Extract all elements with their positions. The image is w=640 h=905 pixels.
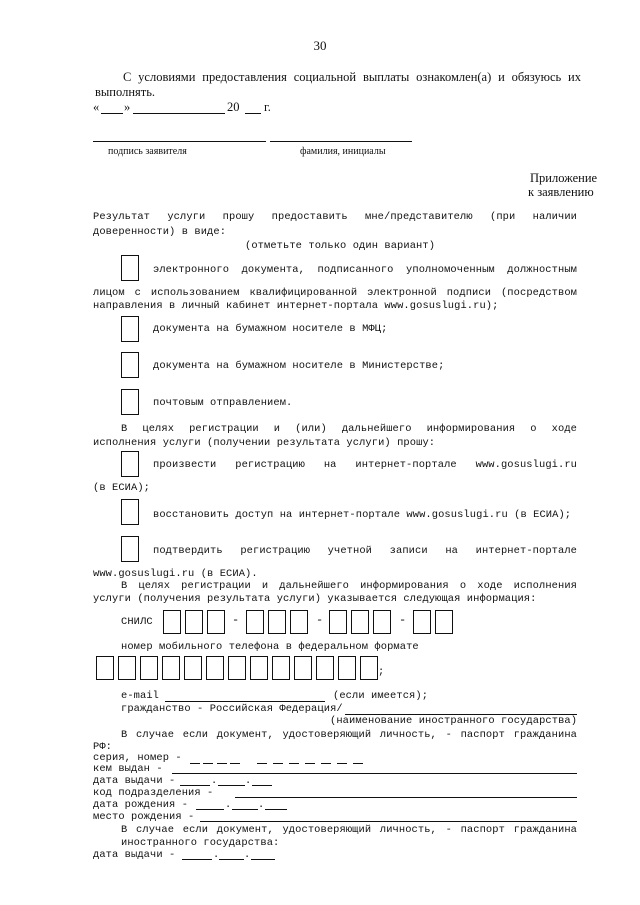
result-intro: Результат услуги прошу предоставить мне/представителю (при наличии	[93, 211, 577, 223]
date-dot: .	[258, 799, 265, 811]
issued-by-input-line[interactable]	[172, 773, 577, 774]
citizenship-label: гражданство - Российская Федерация/	[121, 703, 343, 715]
snils-digit-cell[interactable]	[163, 610, 181, 634]
date-year-suffix: г.	[264, 100, 271, 114]
date-year-line	[245, 113, 261, 114]
checkbox-restore-access[interactable]	[121, 499, 139, 525]
date-day-line	[101, 113, 123, 114]
checkbox-electronic-document[interactable]	[121, 255, 139, 281]
snils-digit-cell[interactable]	[185, 610, 203, 634]
date-quote-close: »	[124, 100, 131, 114]
birth-place-label: место рождения -	[93, 811, 195, 823]
issue-date-label: дата выдачи -	[93, 775, 176, 787]
birth-month-line[interactable]	[232, 809, 258, 810]
snils-digit-cell[interactable]	[435, 610, 453, 634]
foreign-passport-intro: В случае если документ, удостоверяющий личность, - паспорт гражданина	[121, 824, 577, 836]
email-suffix: (если имеется);	[333, 690, 429, 702]
registration-intro-end: исполнения услуги (получении результата услуги) прошу:	[93, 437, 436, 449]
option-restore-access: восстановить доступ на интернет-портале www.gosuslugi.ru (в ЕСИА);	[153, 509, 572, 521]
foreign-issue-date-label: дата выдачи -	[93, 849, 176, 861]
option-register: произвести регистрацию на интернет-портале www.gosuslugi.ru	[153, 459, 577, 471]
option-paper-mfc: документа на бумажном носителе в МФЦ;	[153, 323, 388, 335]
option-confirm-registration-end: www.gosuslugi.ru (в ЕСИА).	[93, 568, 258, 580]
subdivision-code-input-line[interactable]	[235, 797, 577, 798]
phone-digit-cell[interactable]	[272, 656, 290, 680]
series-digit-line[interactable]	[203, 763, 213, 764]
snils-digit-cell[interactable]	[373, 610, 391, 634]
snils-digit-cell[interactable]	[351, 610, 369, 634]
snils-separator: -	[399, 613, 407, 627]
checkbox-paper-ministry[interactable]	[121, 352, 139, 378]
option-postal: почтовым отправлением.	[153, 397, 293, 409]
signature-label: подпись заявителя	[108, 146, 187, 157]
number-digit-line[interactable]	[321, 763, 331, 764]
phone-digit-cell[interactable]	[250, 656, 268, 680]
foreign-passport-intro-end: иностранного государства:	[121, 837, 280, 849]
snils-digit-cell[interactable]	[268, 610, 286, 634]
phone-digit-cell[interactable]	[96, 656, 114, 680]
checkbox-register[interactable]	[121, 451, 139, 477]
foreign-issue-day-line[interactable]	[182, 859, 212, 860]
date-dot: .	[244, 849, 251, 861]
appendix-subtitle: к заявлению	[528, 185, 594, 199]
option-electronic-document-end: направления в личный кабинет интернет-портала www.gosuslugi.ru);	[93, 300, 499, 312]
appendix-title: Приложение	[530, 171, 598, 185]
issue-year-line[interactable]	[252, 785, 272, 786]
option-electronic-document-cont: лицом с использованием квалифицированной электронной подписи (посредством	[93, 287, 577, 299]
rf-passport-intro-end: РФ:	[93, 741, 113, 753]
number-digit-line[interactable]	[353, 763, 363, 764]
foreign-issue-year-line[interactable]	[251, 859, 275, 860]
phone-digit-cell[interactable]	[294, 656, 312, 680]
phone-label: номер мобильного телефона в федеральном формате	[121, 641, 419, 653]
phone-digit-cell[interactable]	[316, 656, 334, 680]
issued-by-label: кем выдан -	[93, 763, 163, 775]
snils-digit-cell[interactable]	[207, 610, 225, 634]
checkbox-paper-mfc[interactable]	[121, 316, 139, 342]
registration-intro: В целях регистрации и (или) дальнейшего информирования о ходе	[121, 423, 577, 435]
number-digit-line[interactable]	[289, 763, 299, 764]
number-digit-line[interactable]	[305, 763, 315, 764]
signature-line	[93, 141, 266, 142]
series-digit-line[interactable]	[230, 763, 240, 764]
phone-digit-cell[interactable]	[228, 656, 246, 680]
snils-digit-cell[interactable]	[413, 610, 431, 634]
snils-digit-cell[interactable]	[329, 610, 347, 634]
date-dot: .	[225, 799, 232, 811]
result-hint: (отметьте только один вариант)	[245, 240, 436, 252]
snils-digit-cell[interactable]	[246, 610, 264, 634]
subdivision-code-label: код подразделения -	[93, 787, 214, 799]
series-number-label: серия, номер -	[93, 752, 182, 764]
phone-digit-cell[interactable]	[184, 656, 202, 680]
series-digit-line[interactable]	[217, 763, 227, 764]
option-paper-ministry: документа на бумажном носителе в Министерстве;	[153, 360, 445, 372]
result-intro-end: доверенности) в виде:	[93, 226, 227, 238]
series-digit-line[interactable]	[190, 763, 200, 764]
email-input-line[interactable]	[165, 701, 325, 702]
checkbox-postal[interactable]	[121, 389, 139, 415]
email-label: e-mail	[121, 690, 160, 702]
option-electronic-document: электронного документа, подписанного уполномоченным должностным	[153, 264, 577, 276]
info-intro: В целях регистрации и дальнейшего информирования о ходе исполнения	[121, 580, 577, 592]
consent-statement: С условиями предоставления социальной выплаты ознакомлен(а) и обязуюсь их	[123, 70, 581, 84]
date-quote-open: «	[93, 100, 100, 114]
date-dot: .	[211, 775, 218, 787]
phone-digit-cell[interactable]	[206, 656, 224, 680]
foreign-issue-month-line[interactable]	[219, 859, 244, 860]
option-register-end: (в ЕСИА);	[93, 482, 151, 494]
phone-digit-cell[interactable]	[162, 656, 180, 680]
checkbox-confirm-registration[interactable]	[121, 536, 139, 562]
number-digit-line[interactable]	[337, 763, 347, 764]
number-digit-line[interactable]	[273, 763, 283, 764]
phone-digit-cell[interactable]	[338, 656, 356, 680]
date-dot: .	[213, 849, 220, 861]
issue-month-line[interactable]	[218, 785, 245, 786]
issue-day-line[interactable]	[180, 785, 210, 786]
name-label: фамилия, инициалы	[300, 146, 386, 157]
date-year-prefix: 20	[227, 100, 240, 114]
snils-label: СНИЛС	[121, 616, 153, 628]
consent-statement-end: выполнять.	[95, 85, 156, 99]
number-digit-line[interactable]	[257, 763, 267, 764]
option-confirm-registration: подтвердить регистрацию учетной записи на интернет-портале	[153, 545, 577, 557]
snils-separator: -	[232, 613, 240, 627]
date-dot: .	[245, 775, 252, 787]
phone-digit-cell[interactable]	[360, 656, 378, 680]
birth-day-line[interactable]	[196, 809, 224, 810]
info-intro-end: услуги (получения результата услуги) указывается следующая информация:	[93, 593, 537, 605]
page-number: 30	[313, 38, 327, 53]
snils-separator: -	[316, 613, 324, 627]
rf-passport-intro: В случае если документ, удостоверяющий личность, - паспорт гражданина	[121, 729, 577, 741]
birth-date-label: дата рождения -	[93, 799, 189, 811]
phone-end: ;	[378, 666, 385, 678]
citizenship-hint: (наименование иностранного государства)	[330, 715, 578, 727]
birth-place-input-line[interactable]	[200, 821, 577, 822]
snils-digit-cell[interactable]	[290, 610, 308, 634]
phone-digit-cell[interactable]	[118, 656, 136, 680]
date-month-line	[133, 113, 225, 114]
phone-digit-cell[interactable]	[140, 656, 158, 680]
birth-year-line[interactable]	[265, 809, 287, 810]
name-line	[270, 141, 412, 142]
